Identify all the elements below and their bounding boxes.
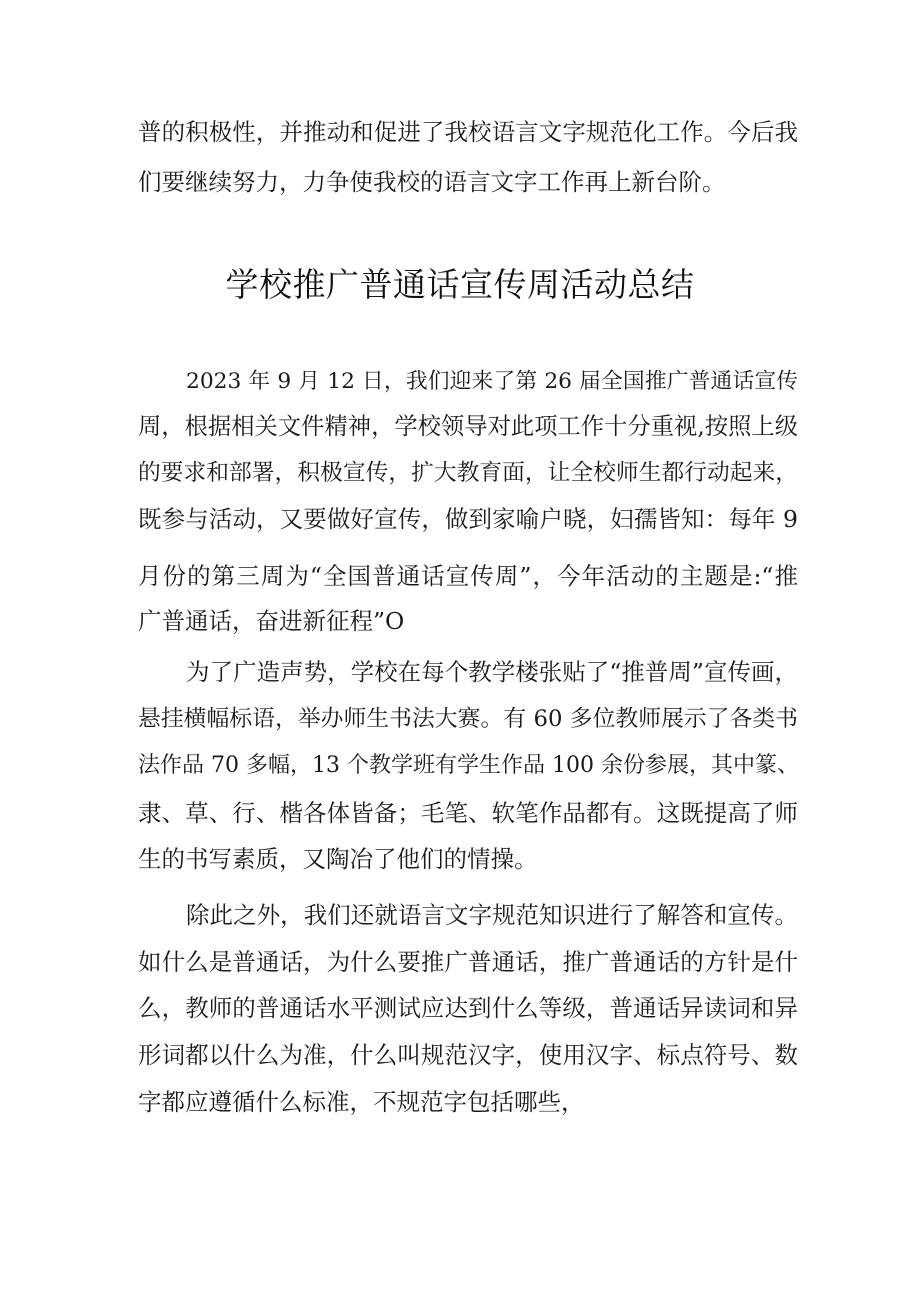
p2-line-5: 生的书写素质，又陶冶了他们的情操。 — [138, 845, 538, 873]
p2-line-2: 悬挂横幅标语，举办师生书法大赛。有 60 多位教师展示了各类书 — [138, 706, 798, 732]
p3-line-4: 形词都以什么为准，什么叫规范汉字，使用汉字、标点符号、数 — [138, 1041, 798, 1069]
p3-line-3: 么，教师的普通话水平测试应达到什么等级，普通话异读词和异 — [138, 994, 798, 1022]
p3-line-1: 除此之外，我们还就语言文字规范知识进行了解答和宣传。 — [186, 901, 798, 929]
p1-line-3: 的要求和部署，积极宣传，扩大教育面，让全校师生都行动起来， — [138, 460, 798, 486]
p1-line-1: 2023 年 9 月 12 日，我们迎来了第 26 届全国推广普通话宣传 — [186, 369, 798, 394]
p1-line-6: 广普通话，奋进新征程”O — [138, 607, 405, 635]
p3-line-2: 如什么是普通话，为什么要推广普通话，推广普通话的方针是什 — [138, 948, 798, 976]
p1-line-2: 周，根据相关文件精神，学校领导对此项工作十分重视,按照上级 — [138, 413, 798, 440]
p2-line-1: 为了广造声势，学校在每个教学楼张贴了“推普周”宣传画， — [186, 658, 798, 686]
p2-line-4: 隶、草、行、楷各体皆备；毛笔、软笔作品都有。这既提高了师 — [138, 799, 798, 827]
p1-line-5: 月份的第三周为“全国普通话宣传周”，今年活动的主题是:“推 — [138, 562, 798, 590]
p1-line-4: 既参与活动，又要做好宣传，做到家喻户晓，妇孺皆知：每年 9 — [138, 505, 798, 533]
document-title: 学校推广普通话宣传周活动总结 — [225, 265, 695, 304]
intro-line-2: 们要继续努力，力争使我校的语言文字工作再上新台阶。 — [138, 168, 726, 196]
p2-line-3: 法作品 70 多幅，13 个教学班有学生作品 100 余份参展，其中篆、 — [138, 753, 799, 778]
p3-line-5: 字都应遵循什么标准，不规范字包括哪些， — [138, 1088, 585, 1116]
intro-line-1: 普的积极性，并推动和促进了我校语言文字规范化工作。今后我 — [138, 118, 798, 146]
